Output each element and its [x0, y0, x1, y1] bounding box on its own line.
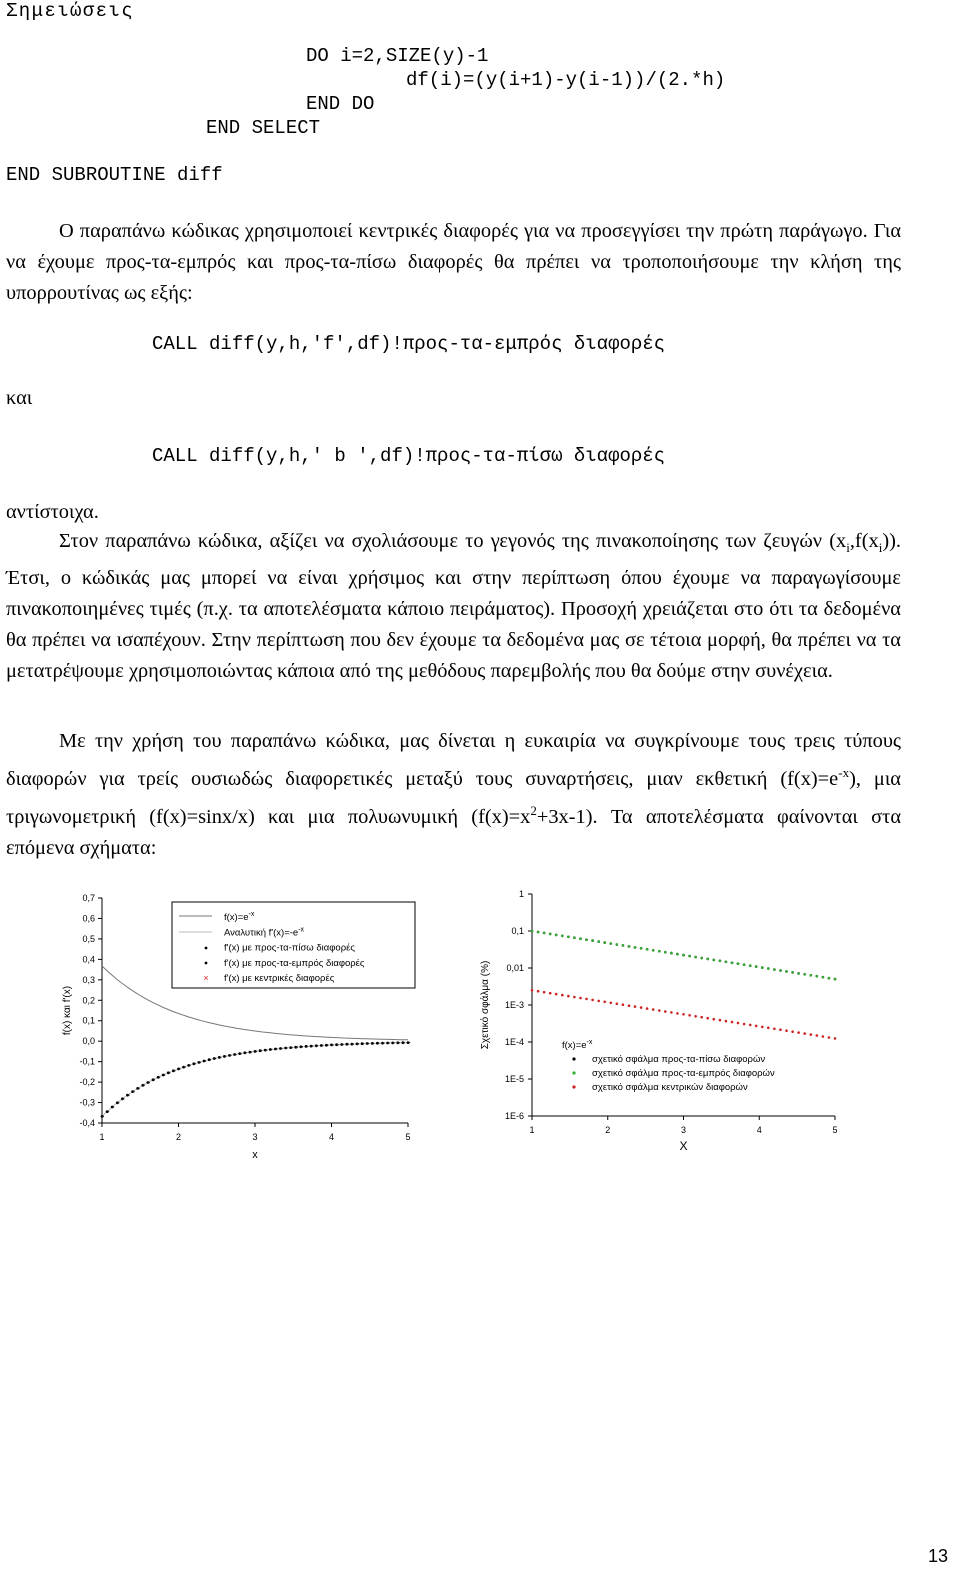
series-point-2 [694, 1015, 697, 1018]
point-forward [153, 1079, 155, 1081]
series-point-2 [797, 1031, 800, 1034]
point-forward [169, 1072, 171, 1074]
series-point-1 [628, 945, 631, 948]
point-forward [164, 1074, 166, 1076]
point-forward [184, 1066, 186, 1068]
series-point-1 [706, 958, 709, 961]
point-forward [327, 1044, 329, 1046]
point-forward [250, 1051, 252, 1053]
y-tick-label: 0,3 [82, 974, 95, 985]
point-forward [322, 1045, 324, 1047]
series-point-2 [628, 1004, 631, 1007]
point-forward [138, 1088, 140, 1090]
series-point-2 [567, 995, 570, 998]
code-line-end-do: END DO [306, 93, 375, 115]
series-point-2 [670, 1011, 673, 1014]
point-forward [311, 1045, 313, 1047]
point-forward [245, 1052, 247, 1054]
point-forward [271, 1049, 273, 1051]
x-tick-label: 1 [529, 1125, 535, 1135]
page-number: 13 [927, 1546, 948, 1566]
series-point-1 [682, 954, 685, 957]
point-forward [342, 1044, 344, 1046]
series-point-2 [749, 1024, 752, 1027]
x-tick-label: 1 [99, 1132, 105, 1142]
series-point-1 [803, 973, 806, 976]
chart-derivative [0, 880, 440, 1180]
point-forward [209, 1059, 211, 1061]
y-tick-label: 0,7 [82, 893, 95, 903]
point-forward [102, 1116, 104, 1118]
y-tick-label: 0,2 [82, 995, 95, 1006]
legend-label: Αναλυτική $f'(x)=-e^{-x}$ [224, 926, 305, 939]
series-point-2 [816, 1034, 819, 1037]
point-forward [296, 1046, 298, 1048]
series-point-2 [634, 1005, 637, 1008]
series-point-1 [743, 963, 746, 966]
legend-swatch-2 [572, 1085, 575, 1088]
legend-title-sup: -x [586, 1039, 593, 1046]
series-point-2 [834, 1037, 837, 1040]
legend-label-sup: -x [298, 926, 305, 934]
series-point-2 [688, 1014, 691, 1017]
series-point-2 [640, 1006, 643, 1009]
y-tick-label: 0,1 [82, 1015, 95, 1026]
y-tick-label: -0,1 [79, 1056, 95, 1067]
point-forward [204, 1060, 206, 1062]
point-forward [378, 1042, 380, 1044]
point-forward [291, 1047, 293, 1049]
p2-mid: ,f(x [849, 530, 879, 552]
y-tick-label: 0,0 [82, 1036, 95, 1047]
series-point-1 [834, 978, 837, 981]
paragraph-intro [6, 216, 901, 309]
series-point-1 [610, 942, 613, 945]
point-forward [174, 1070, 176, 1072]
series-point-2 [731, 1021, 734, 1024]
series-point-1 [543, 932, 546, 935]
series-point-1 [603, 941, 606, 944]
series-analytic-line [102, 1043, 408, 1117]
series-point-1 [810, 974, 813, 977]
point-forward [357, 1043, 359, 1045]
page-header: Σημειώσεις [6, 0, 135, 22]
series-point-2 [676, 1012, 679, 1015]
legend-swatch-1 [572, 1071, 575, 1074]
series-point-2 [785, 1029, 788, 1032]
point-forward [133, 1091, 135, 1093]
p3-a: Με την χρήση του παραπάνω κώδικα, μας δίνεται η ευκαιρία να συγκρίνουμε τους τρεις τύπους διαφορών για τρείς ουσιωδώς διαφορετικές μεταξύ τους συναρτήσεις, μιαν εκθετική (f(x)=e [6, 730, 901, 790]
series-point-2 [682, 1013, 685, 1016]
y-axis-label: f(x) και f'(x) [62, 985, 73, 1036]
paragraph-intro-text: Ο παραπάνω κώδικας χρησιμοποιεί κεντρικές διαφορές για να προσεγγίσει την πρώτη παράγωγο. Για να έχουμε προς-τα-εμπρός και προς-τα-πίσω διαφορές θα πρέπει να τροποποιήσουμε την κλήση της υπορρουτίνας ως εξής: [6, 220, 901, 304]
point-forward [215, 1058, 217, 1060]
series-point-1 [688, 955, 691, 958]
legend-swatch-0 [572, 1057, 575, 1060]
series-point-2 [616, 1003, 619, 1006]
point-forward [118, 1102, 120, 1104]
point-forward [286, 1047, 288, 1049]
y-tick-label: 0,6 [82, 913, 95, 924]
series-point-1 [713, 959, 716, 962]
legend-label: σχετικό σφάλμα κεντρικών διαφορών [592, 1082, 748, 1093]
point-forward [128, 1094, 130, 1096]
series-point-2 [779, 1028, 782, 1031]
p3-b: ), μια τριγωνομετρική (f(x)=sinx/x) και μια πολυωνυμική (f(x)=x [6, 767, 901, 828]
point-forward [255, 1051, 257, 1053]
point-forward [337, 1044, 339, 1046]
legend-label: $f(x)=e^{-x}$ [224, 911, 255, 923]
series-point-2 [555, 993, 558, 996]
p3-sup2: 2 [530, 802, 537, 818]
series-point-1 [646, 948, 649, 951]
y-tick-label: 0,1 [511, 926, 524, 936]
series-point-2 [767, 1027, 770, 1030]
series-point-1 [597, 940, 600, 943]
y-tick-label: 1E-5 [504, 1074, 524, 1084]
y-tick-label: 1 [518, 889, 524, 899]
series-point-1 [640, 947, 643, 950]
series-point-2 [737, 1022, 740, 1025]
code-call-forward: CALL diff(y,h,'f',df)!προς-τα-εμπρός διαφορές [152, 333, 666, 355]
series-point-1 [549, 933, 552, 936]
x-tick-label: 5 [405, 1132, 411, 1142]
y-tick-label: 1E-4 [504, 1037, 524, 1047]
and-word: και [6, 387, 33, 409]
legend-swatch-backward [205, 947, 208, 950]
point-forward [240, 1053, 242, 1055]
y-tick-label: 0,01 [506, 963, 524, 973]
legend-label: f'(x) με προς-τα-εμπρός διαφορές [224, 957, 365, 969]
y-axis-label: Σχετικό σφάλμα (%) [480, 960, 491, 1050]
legend-swatch-forward [205, 962, 208, 965]
point-forward [225, 1056, 227, 1058]
point-forward [143, 1084, 145, 1086]
series-point-1 [531, 930, 534, 933]
legend-swatch-central: × [203, 973, 209, 983]
point-forward [113, 1106, 115, 1108]
series-point-2 [531, 989, 534, 992]
point-forward [398, 1042, 400, 1044]
series-point-1 [622, 944, 625, 947]
code-line-end-select: END SELECT [206, 117, 321, 139]
series-point-2 [791, 1030, 794, 1033]
legend-label: σχετικό σφάλμα προς-τα-πίσω διαφορών [592, 1054, 766, 1065]
series-point-1 [822, 976, 825, 979]
series-point-2 [652, 1008, 655, 1011]
series-point-2 [664, 1010, 667, 1013]
series-point-2 [610, 1002, 613, 1005]
y-tick-label: -0,2 [79, 1077, 95, 1088]
series-point-1 [816, 975, 819, 978]
series-point-1 [573, 936, 576, 939]
legend-title: $f(x)=e^{-x}$ [562, 1039, 593, 1051]
series-point-2 [743, 1023, 746, 1026]
point-forward [179, 1068, 181, 1070]
series-point-1 [791, 971, 794, 974]
chart-relative-error [470, 880, 940, 1180]
series-point-2 [700, 1016, 703, 1019]
code-line-do: DO i=2,SIZE(y)-1 [306, 45, 489, 67]
series-point-2 [773, 1028, 776, 1031]
p2-sub-1: i [846, 540, 850, 556]
point-forward [383, 1042, 385, 1044]
y-tick-label: 1E-3 [504, 1000, 524, 1010]
x-tick-label: 3 [252, 1132, 258, 1142]
x-tick-label: 3 [680, 1125, 687, 1135]
code-line-df: df(i)=(y(i+1)-y(i-1))/(2.*h) [406, 69, 726, 91]
series-point-1 [749, 964, 752, 967]
point-forward [332, 1044, 334, 1046]
series-point-1 [767, 967, 770, 970]
y-tick-label: -0,3 [79, 1097, 95, 1108]
series-point-2 [537, 990, 540, 993]
point-forward [220, 1057, 222, 1059]
x-tick-label: 5 [832, 1125, 838, 1135]
series-point-1 [664, 951, 667, 954]
series-point-1 [755, 965, 758, 968]
series-point-2 [585, 998, 588, 1001]
respectively-word: αντίστοιχα. [6, 501, 99, 523]
series-point-1 [725, 961, 728, 964]
p2-after: )). Έτσι, ο κώδικάς μας μπορεί να είναι χρήσιμος και στην περίπτωση όπου έχουμε να παραγωγίσουμε πινακοποιημένες τιμές (π.χ. τα αποτελέσματα κάποιο πειράματος). Προσοχή χρειάζεται στο ότι τα δεδομένα θα πρέπει να ισαπέχουν. Στην περίπτωση που δεν έχουμε τα δεδομένα μας σε τέτοια μορφή, θα πρέπει να τα μετατρέψουμε χρησιμοποιώντας κάποια από της μεθόδους παρεμβολής που θα δούμε στην συνέχεια. [6, 530, 901, 683]
legend-label: σχετικό σφάλμα προς-τα-εμπρός διαφορών [592, 1068, 775, 1079]
series-point-1 [676, 953, 679, 956]
series-point-2 [646, 1007, 649, 1010]
p3-sup1: -x [838, 765, 850, 780]
point-forward [362, 1043, 364, 1045]
series-point-2 [810, 1033, 813, 1036]
series-point-1 [694, 956, 697, 959]
series-point-1 [731, 962, 734, 965]
series-point-2 [597, 1000, 600, 1003]
series-point-2 [603, 1001, 606, 1004]
code-call-backward: CALL diff(y,h,' b ',df)!προς-τα-πίσω διαφορές [152, 445, 666, 467]
point-forward [393, 1042, 395, 1044]
x-tick-label: 2 [605, 1125, 611, 1135]
x-tick-label: 2 [175, 1132, 182, 1142]
series-point-2 [591, 999, 594, 1002]
legend-label: f'(x) με κεντρικές διαφορές [224, 973, 335, 985]
point-forward [230, 1055, 232, 1057]
series-point-2 [755, 1025, 758, 1028]
series-point-2 [822, 1035, 825, 1038]
code-line-end-subroutine: END SUBROUTINE diff [6, 164, 223, 186]
series-point-1 [700, 957, 703, 960]
series-point-2 [543, 991, 546, 994]
series-point-2 [719, 1019, 722, 1022]
series-point-1 [773, 968, 776, 971]
series-point-1 [537, 931, 540, 934]
series-point-2 [713, 1018, 716, 1021]
series-point-2 [579, 997, 582, 1000]
series-point-1 [797, 972, 800, 975]
point-forward [388, 1042, 390, 1044]
point-forward [276, 1048, 278, 1050]
point-forward [199, 1062, 201, 1064]
point-forward [403, 1042, 405, 1044]
series-point-2 [549, 992, 552, 995]
point-forward [352, 1043, 354, 1045]
paragraph-tabulation [6, 526, 901, 687]
point-forward [158, 1076, 160, 1078]
point-forward [123, 1098, 125, 1100]
x-tick-label: 4 [328, 1132, 335, 1142]
series-point-1 [658, 950, 661, 953]
series-point-2 [725, 1020, 728, 1023]
series-point-1 [634, 946, 637, 949]
y-tick-label: 0,5 [82, 933, 95, 944]
point-forward [408, 1042, 410, 1044]
series-point-1 [652, 949, 655, 952]
series-point-1 [567, 936, 570, 939]
paragraph-comparison [6, 726, 901, 864]
series-point-1 [761, 966, 764, 969]
point-forward [148, 1082, 150, 1084]
series-point-2 [803, 1032, 806, 1035]
y-tick-label: 0,4 [82, 954, 95, 965]
series-point-2 [561, 994, 564, 997]
series-point-1 [579, 937, 582, 940]
point-forward [317, 1045, 319, 1047]
x-tick-label: 4 [756, 1125, 762, 1135]
series-point-1 [591, 939, 594, 942]
point-forward [194, 1063, 196, 1065]
series-point-1 [670, 952, 673, 955]
series-point-1 [585, 938, 588, 941]
point-forward [260, 1050, 262, 1052]
series-point-1 [719, 960, 722, 963]
point-forward [368, 1043, 370, 1045]
x-axis-label: X [679, 1139, 688, 1153]
series-point-2 [573, 996, 576, 999]
x-axis-label: x [252, 1149, 258, 1161]
series-point-2 [706, 1017, 709, 1020]
point-forward [306, 1046, 308, 1048]
series-point-1 [828, 977, 831, 980]
point-forward [347, 1043, 349, 1045]
p3-c: +3x-1). Τα αποτελέσματα φαίνονται στα επόμενα σχήματα: [6, 805, 901, 859]
legend-label: f'(x) με προς-τα-πίσω διαφορές [224, 942, 355, 954]
series-point-2 [761, 1026, 764, 1029]
y-tick-label: -0,4 [79, 1118, 95, 1128]
point-forward [189, 1065, 191, 1067]
y-tick-label: 1E-6 [504, 1111, 524, 1121]
series-point-1 [785, 970, 788, 973]
point-forward [235, 1054, 237, 1056]
point-forward [301, 1046, 303, 1048]
series-point-1 [555, 934, 558, 937]
series-point-1 [561, 935, 564, 938]
point-forward [266, 1049, 268, 1051]
point-forward [281, 1048, 283, 1050]
series-point-2 [828, 1036, 831, 1039]
legend-label-sup: -x [248, 911, 255, 918]
series-point-2 [622, 1003, 625, 1006]
p2-before: Στον παραπάνω κώδικα, αξίζει να σχολιάσουμε το γεγονός της πινακοποίησης των ζευγών (x [59, 530, 847, 552]
point-forward [107, 1111, 109, 1113]
series-point-1 [737, 962, 740, 965]
point-forward [373, 1043, 375, 1045]
p2-sub-2: i [878, 540, 883, 556]
series-point-1 [779, 969, 782, 972]
series-point-2 [658, 1009, 661, 1012]
series-point-1 [616, 943, 619, 946]
